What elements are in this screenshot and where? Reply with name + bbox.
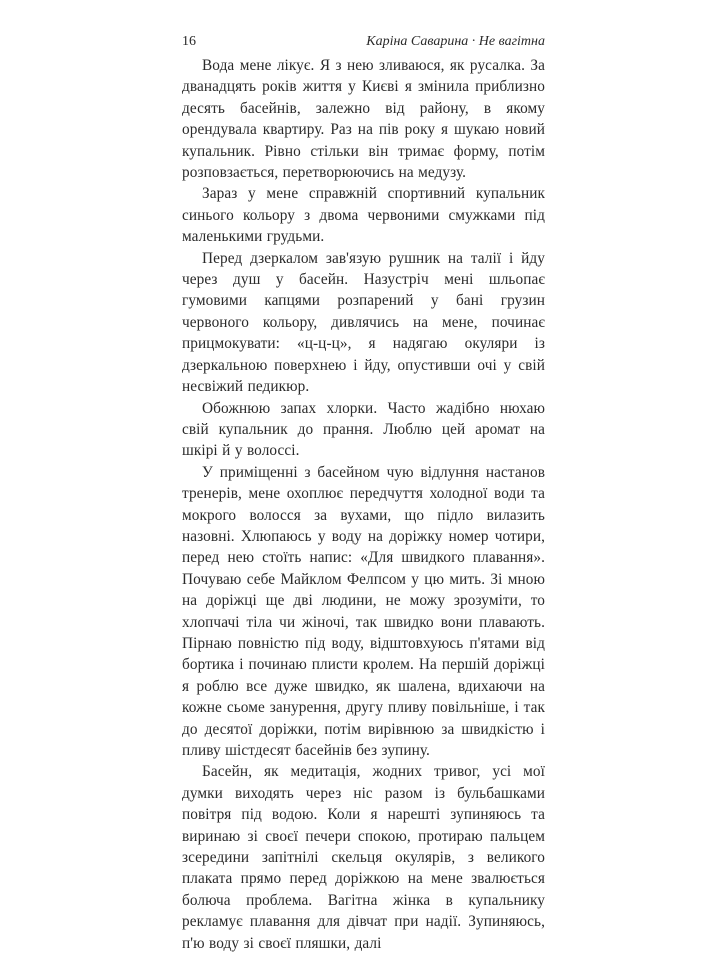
page-header [182,34,545,54]
paragraph: Зараз у мене справжній спортивний купальник синього кольору з двома червоними смужками під маленькими грудьми. [182,185,545,246]
paragraph: Вода мене лікує. Я з нею зливаюся, як русалка. За дванадцять років життя у Києві я змінила приблизно десять басейнів, залежно від району, в якому орендувала квартиру. Раз на пів року я шукаю новий купальник. Рівно стільки він тримає форму, потім розповзається, перетворюючись на медузу. [182,57,545,182]
paragraph: У приміщенні з басейном чую відлуння настанов тренерів, мене охоплює передчуття холодної води та мокрого волосся за вухами, що підло вилазить назовні. Хлюпаюсь у воду на доріжку номер чотири, перед нею стоїть напис: «Для швидкого плавання». Почуваю себе Майклом Фелпсом у цю мить. Зі мною на доріжці ще дві людини, не можу зрозуміти, то хлопчачі тіла чи жіночі, так швидко вони плавають. Пірнаю повністю під воду, відштовхуюсь п'ятами від бортика і починаю плисти кролем. На першій доріжці я роблю все дуже швидко, як шалена, вдихаючи на кожне сьоме занурення, другу пливу повільніше, і так до десятої доріжки, потім вирівнюю за швидкістю і пливу шістдесят басейнів без зупину. [182,463,545,759]
page-number: 16 [182,34,196,49]
paragraph: Перед дзеркалом зав'язую рушник на талії і йду через душ у басейн. Назустріч мені шльопає гумовими капцями розпарений у бані грузин червоного кольору, дивлячись на мене, починає прицмокувати: «ц-ц-ц», я надягаю окуляри із дзеркальною поверхнею і йду, опустивши очі у свій несвіжий педикюр. [182,249,545,396]
body-text [182,55,545,954]
paragraph: Басейн, як медитація, жодних тривог, усі мої думки виходять через ніс разом із бульбашками повітря під водою. Коли я нарешті зупиняюсь та виринаю зі своєї печери спокою, протираю пальцем зсередини запітнілі скельця окулярів, з великого плаката прямо перед доріжкою на мене звалюється болюча проблема. Вагітна жінка в купальнику рекламує плавання для дівчат при надії. Зупиняюсь, п'ю воду зі своєї пляшки, далі [182,763,545,952]
paragraph: Обожнюю запах хлорки. Часто жадібно нюхаю свій купальник до прання. Люблю цей аромат на шкірі й у волоссі. [182,399,545,460]
running-title: Каріна Саварина · Не вагітна [366,34,545,49]
